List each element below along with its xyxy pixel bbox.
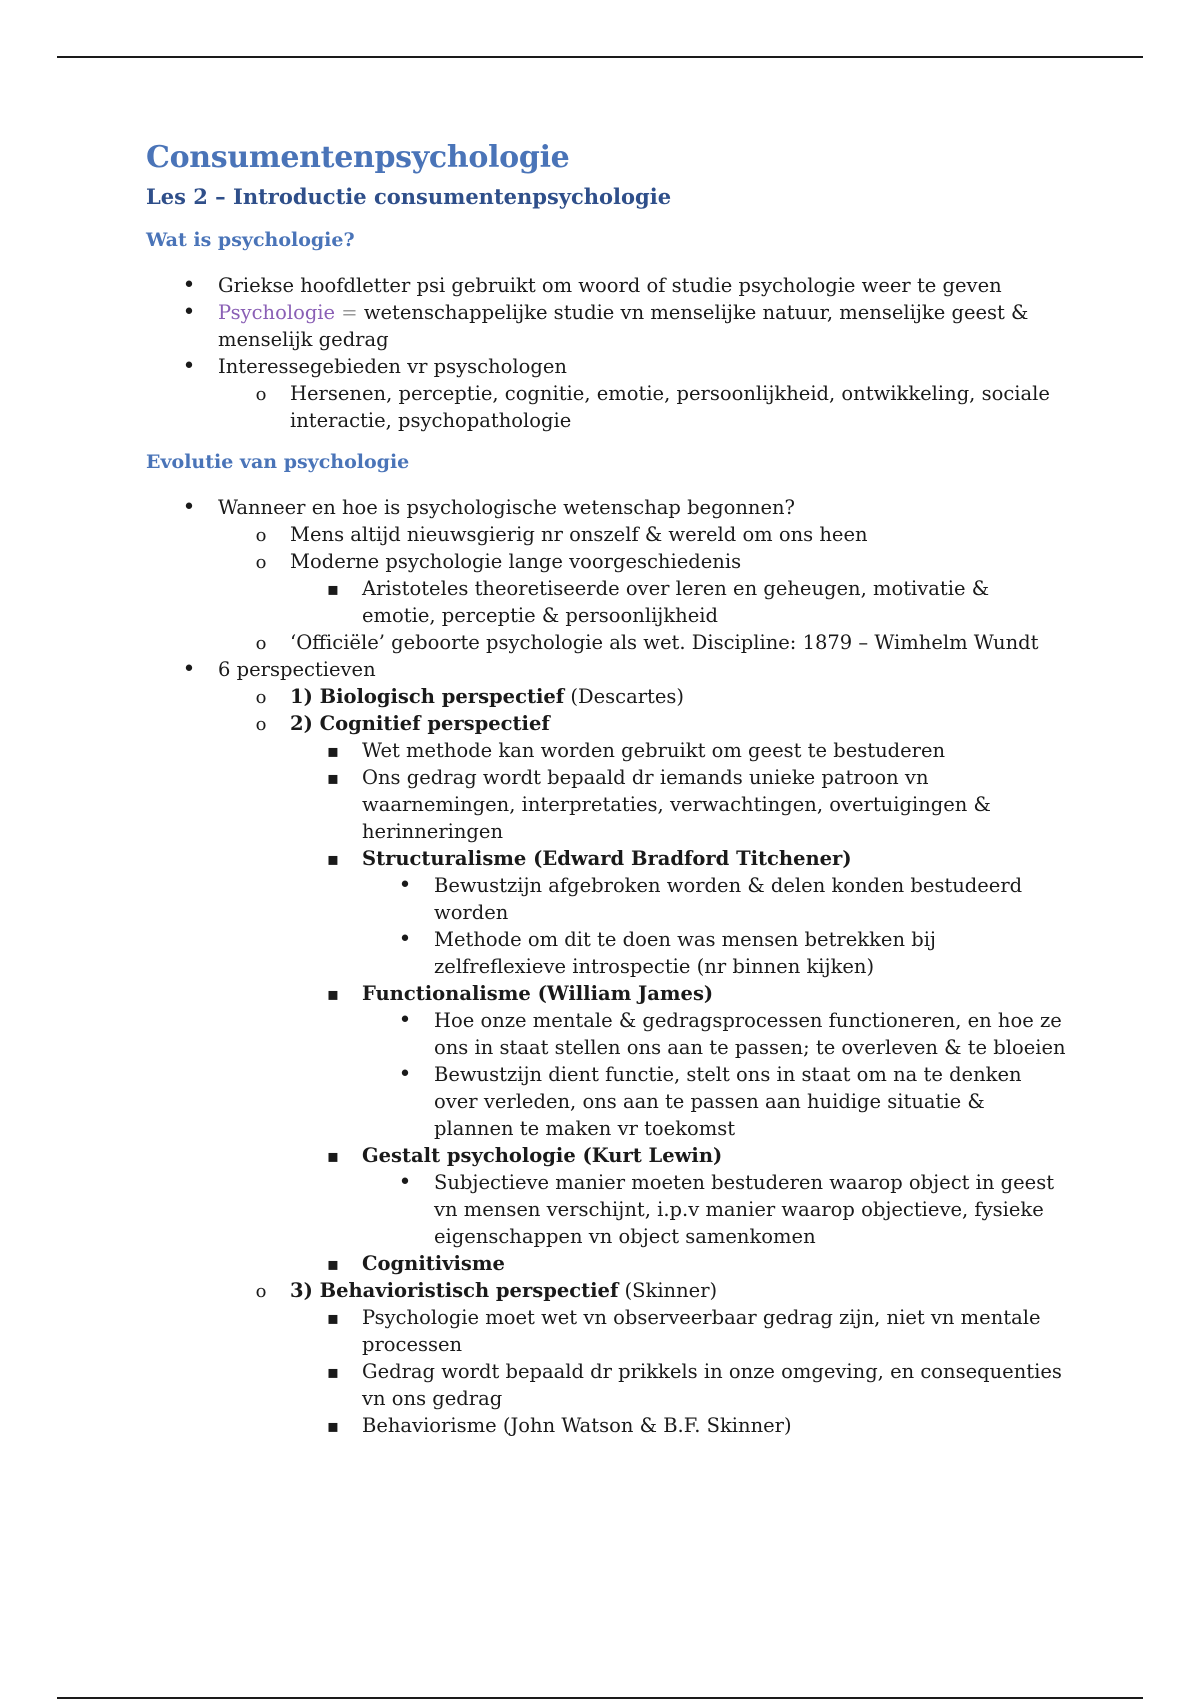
bullet-circle-icon — [254, 380, 268, 408]
sublist — [290, 1007, 1066, 1142]
sublist — [218, 1304, 1066, 1439]
list-item — [290, 1358, 1066, 1412]
list-item-text: Bewustzijn afgebroken worden & delen konden bestudeerd worden — [434, 874, 1023, 924]
bullet-square-icon — [326, 737, 340, 765]
top-rule — [57, 56, 1143, 58]
list-item — [218, 629, 1066, 656]
list-item-text: Ons gedrag wordt bepaald dr iemands unieke patroon vn waarnemingen, interpretaties, verwachtingen, overtuigingen & herinneringen — [362, 766, 991, 843]
sublist — [146, 521, 1066, 656]
list-item — [290, 1412, 1066, 1439]
sublist — [290, 1169, 1066, 1250]
list-item — [290, 1304, 1066, 1358]
bullet-circle-icon — [254, 521, 268, 549]
list-item-text: Bewustzijn dient functie, stelt ons in staat om na te denken over verleden, ons aan te passen aan huidige situatie & plannen te maken vr toekomst — [434, 1063, 1022, 1140]
list-item-text: (Descartes) — [564, 685, 685, 708]
list-item-text: Psychologie moet wet vn observeerbaar gedrag zijn, niet vn mentale processen — [362, 1306, 1041, 1356]
sublist — [290, 872, 1066, 980]
list-item — [218, 710, 1066, 1277]
list-item-text: Aristoteles theoretiseerde over leren en geheugen, motivatie & emotie, perceptie & persoonlijkheid — [362, 577, 990, 627]
bullet-circle-icon — [254, 1277, 268, 1305]
list-item — [146, 272, 1066, 299]
list-item — [362, 1007, 1066, 1061]
list-item-text: Wanneer en hoe is psychologische wetenschap begonnen? — [218, 496, 795, 519]
list-item-text: Mens altijd nieuwsgierig nr onszelf & wereld om ons heen — [290, 523, 868, 546]
list-item-text: Gestalt psychologie (Kurt Lewin) — [362, 1144, 723, 1167]
section-heading-wat-is-psychologie: Wat is psychologie? — [146, 229, 355, 251]
list-item-text: Hoe onze mentale & gedragsprocessen functioneren, en hoe ze ons in staat stellen ons aan te passen; te overleven & te bloeien — [434, 1009, 1066, 1059]
lesson-heading: Les 2 – Introductie consumentenpsychologie — [146, 184, 672, 209]
list-item — [362, 926, 1066, 980]
list-item-text: Methode om dit te doen was mensen betrekken bij zelfreflexieve introspectie (nr binnen kijken) — [434, 928, 936, 978]
list-item — [290, 737, 1066, 764]
bullet-square-icon — [326, 1412, 340, 1440]
list-item — [146, 494, 1066, 656]
list-item-text: Hersenen, perceptie, cognitie, emotie, persoonlijkheid, ontwikkeling, sociale interactie, psychopathologie — [290, 382, 1050, 432]
bullet-disc-icon — [182, 299, 196, 326]
list-item-text: Griekse hoofdletter psi gebruikt om woord of studie psychologie weer te geven — [218, 274, 1002, 297]
list-item — [290, 575, 1066, 629]
equals-sign: = — [335, 301, 364, 324]
list-item-text: Structuralisme (Edward Bradford Titchener) — [362, 847, 852, 870]
list-item-text: (Skinner) — [618, 1279, 718, 1302]
perspective-title: 2) Cognitief perspectief — [290, 712, 550, 735]
list-item — [362, 1169, 1066, 1250]
bullet-disc-icon — [182, 656, 196, 683]
list-item-text: Gedrag wordt bepaald dr prikkels in onze omgeving, en consequenties vn ons gedrag — [362, 1360, 1062, 1410]
bullet-square-icon — [326, 1358, 340, 1386]
perspective-title: 3) Behavioristisch perspectief — [290, 1279, 619, 1302]
bullet-disc-icon — [398, 1169, 412, 1196]
section1-list — [146, 272, 1066, 434]
bullet-circle-icon — [254, 683, 268, 711]
list-item — [290, 980, 1066, 1142]
bullet-disc-icon — [398, 872, 412, 899]
list-item — [290, 1142, 1066, 1250]
document-title: Consumentenpsychologie — [146, 140, 570, 175]
sublist — [218, 737, 1066, 1277]
bullet-disc-icon — [182, 272, 196, 299]
bullet-square-icon — [326, 1142, 340, 1170]
list-item-text: Functionalisme (William James) — [362, 982, 714, 1005]
list-item — [146, 353, 1066, 434]
section-heading-evolutie: Evolutie van psychologie — [146, 451, 410, 473]
list-item-text: Interessegebieden vr psyschologen — [218, 355, 567, 378]
list-item — [290, 764, 1066, 845]
bullet-circle-icon — [254, 548, 268, 576]
bullet-disc-icon — [182, 494, 196, 521]
bullet-square-icon — [326, 845, 340, 873]
list-item — [218, 380, 1066, 434]
sublist — [146, 380, 1066, 434]
list-item — [218, 521, 1066, 548]
perspective-title: 1) Biologisch perspectief — [290, 685, 565, 708]
list-item-text: Subjectieve manier moeten bestuderen waarop object in geest vn mensen verschijnt, i.p.v manier waarop objectieve, fysieke eigenschappen vn object samenkomen — [434, 1171, 1055, 1248]
list-item — [218, 548, 1066, 629]
bullet-square-icon — [326, 1250, 340, 1278]
list-item — [362, 1061, 1066, 1142]
list-item — [218, 683, 1066, 710]
list-item — [290, 1250, 1066, 1277]
bullet-square-icon — [326, 764, 340, 792]
list-item-text: Behaviorisme (John Watson & B.F. Skinner) — [362, 1414, 792, 1437]
list-item-text: 6 perspectieven — [218, 658, 376, 681]
bullet-disc-icon — [398, 1007, 412, 1034]
list-item-text: ‘Officiële’ geboorte psychologie als wet. Discipline: 1879 – Wimhelm Wundt — [290, 631, 1039, 654]
bullet-disc-icon — [398, 1061, 412, 1088]
list-item-text: Moderne psychologie lange voorgeschiedenis — [290, 550, 742, 573]
sublist — [146, 683, 1066, 1439]
list-item-text: Cognitivisme — [362, 1252, 505, 1275]
bullet-circle-icon — [254, 710, 268, 738]
bullet-square-icon — [326, 980, 340, 1008]
list-item — [290, 845, 1066, 980]
bullet-disc-icon — [398, 926, 412, 953]
list-item — [146, 299, 1066, 353]
list-item — [218, 1277, 1066, 1439]
bottom-rule — [57, 1697, 1143, 1699]
list-item-text: wetenschappelijke studie vn menselijke natuur, menselijke geest & menselijk gedrag — [218, 301, 1029, 351]
document-page — [146, 138, 1066, 1439]
term-psychologie: Psychologie — [218, 301, 336, 324]
section2-list — [146, 494, 1066, 1439]
list-item — [146, 656, 1066, 1439]
list-item — [362, 872, 1066, 926]
bullet-square-icon — [326, 575, 340, 603]
sublist — [218, 575, 1066, 629]
list-item-text: Wet methode kan worden gebruikt om geest te bestuderen — [362, 739, 946, 762]
bullet-disc-icon — [182, 353, 196, 380]
bullet-square-icon — [326, 1304, 340, 1332]
bullet-circle-icon — [254, 629, 268, 657]
